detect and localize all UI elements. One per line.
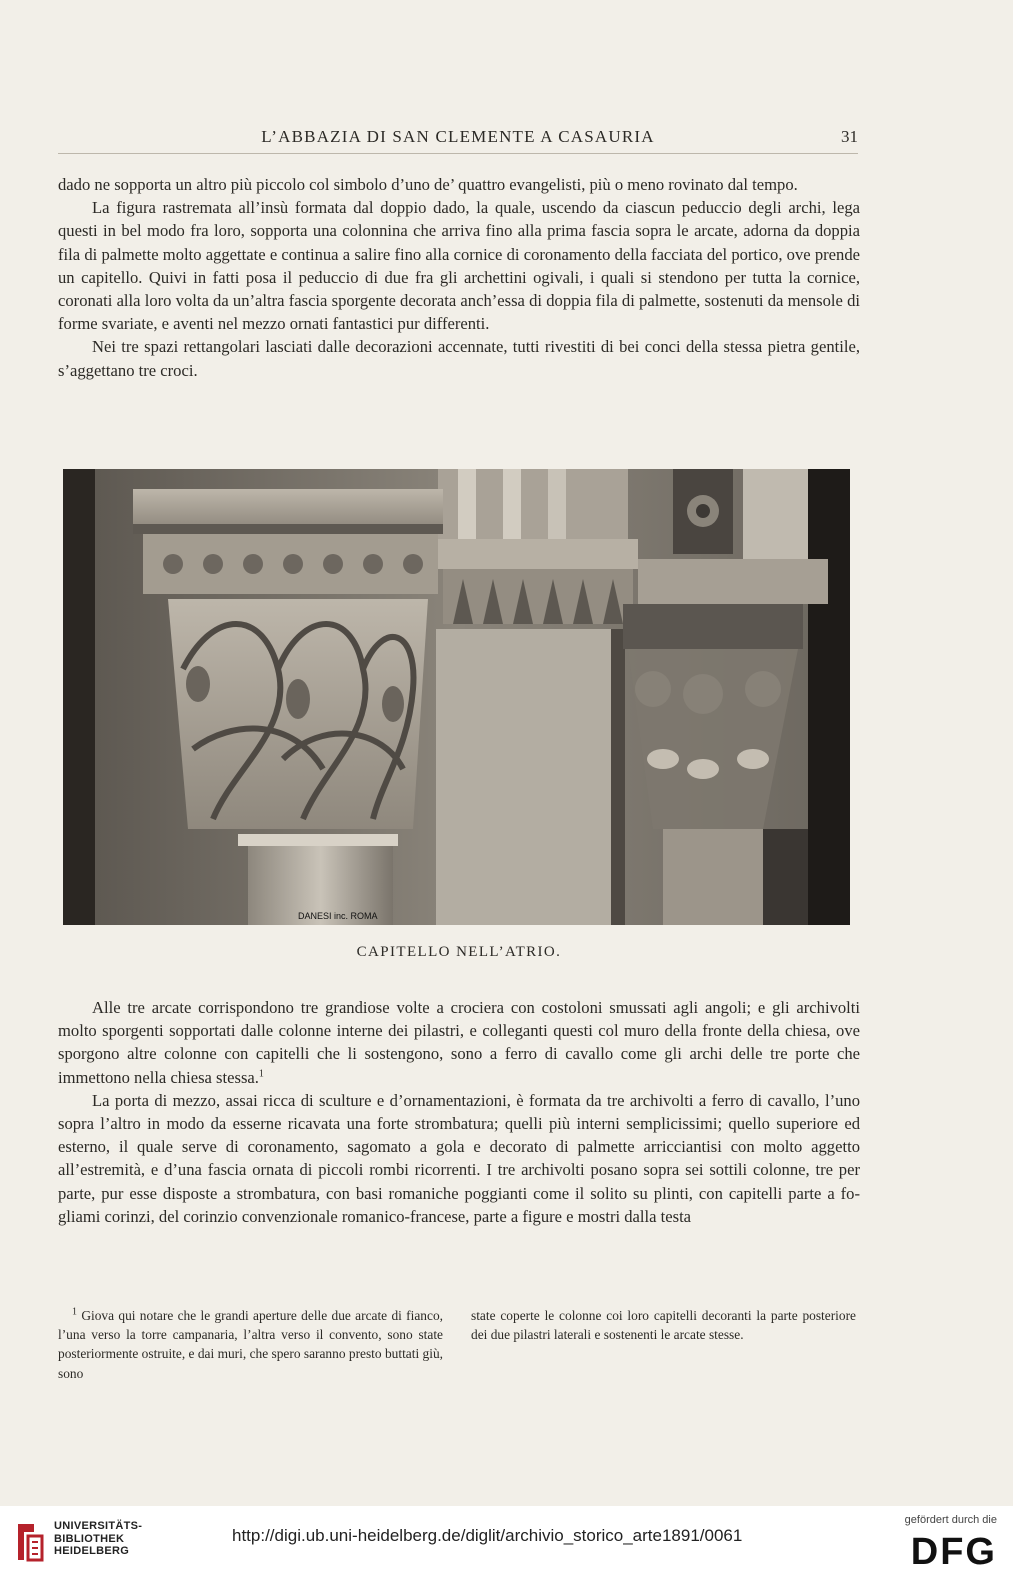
page-number: 31 xyxy=(841,127,858,146)
paragraph-text: Alle tre arcate corrispondono tre grandiose volte a crociera con costoloni smussati agli angoli; e gli archivolti molto sporgenti sopportati dalle colonne interne dei pilastri, e colleganti questi col muro della fronte della chiesa, ove sporgono altre colonne con capitelli che li sostengono, sono a ferro di cavallo come gli archi delle tre porte che immettono nella chiesa stessa. xyxy=(58,998,860,1087)
figure-caption: CAPITELLO NELL’ATRIO. xyxy=(356,944,562,960)
footnote-column-left xyxy=(58,1306,443,1383)
figure-photograph xyxy=(63,469,850,925)
running-head-title: L’ABBAZIA DI SAN CLEMENTE A CASAURIA xyxy=(261,127,655,146)
running-head xyxy=(58,127,858,154)
library-name xyxy=(54,1520,142,1558)
viewer-footer xyxy=(0,1506,1013,1591)
paragraph: dado ne sopporta un altro più piccolo col simbolo d’uno de’ quattro evangelisti, più o meno rovinato dal tempo. xyxy=(58,175,798,194)
library-name-line: HEIDELBERG xyxy=(54,1545,130,1557)
paragraph: Nei tre spazi rettangolari lasciati dalle decorazioni accennate, tutti rivestiti di bei conci della stessa pietra gentile, s’aggettano tre croci. xyxy=(58,337,860,380)
capital-photo-illustration xyxy=(63,469,850,925)
footnote-reference[interactable]: 1 xyxy=(258,1068,264,1080)
paragraph: La figura rastremata all’insù formata dal doppio dado, la quale, uscendo da ciascun peduccio degli archi, lega questi in bel modo fra loro, sopporta una colonnina che arriva fino alla prima fascia sopra le arcate, adorna da doppia fila di palmette molto aggettate e continua a salire fino alla cornice di coronamento della facciata del portico, ove prende un capitello. Quivi in fatti posa il peduccio di due fra gli archettini ogivali, i quali si stendono per tutta la cornice, coronati alla loro volta da un’altra fascia sporgente decorata anch’essa di doppia fila di palmette, sostenuti da mensole di forme svariate, e aventi nel mezzo ornati fantastici pur differenti. xyxy=(58,198,860,334)
footnote-text xyxy=(58,1306,443,1383)
library-logo-icon xyxy=(14,1520,46,1564)
footnote-column-right xyxy=(471,1306,856,1344)
dfg-logo: DFG xyxy=(910,1531,997,1573)
funding-note: gefördert durch die xyxy=(904,1514,997,1526)
library-name-line: UNIVERSITÄTS- xyxy=(54,1520,143,1532)
paragraph: La porta di mezzo, assai ricca di sculture e d’ornamentazioni, è formata da tre archivolti a ferro di cavallo, l’uno sopra l’altro in modo da esserne ricavata una forte strombatura; quelli più interni semplicissimi; quello superiore ed esterno, il quale serve di coronamento, sagomato a gola e decorato di palmette arricciantisi con molto aggetto all’estremità, e d’una fascia ornata di piccoli rombi ricorrenti. I tre archivolti posano sopra sei sottili colonne, tre per parte, pur esse disposte a strombatura, con basi romaniche poggianti come il solito su plinti, con capitelli parte a fogliami corinzi, del corinzio convenzionale romanico-francese, parte a figure e mostri dalla testa xyxy=(58,1090,860,1226)
body-text-bottom xyxy=(58,996,860,1228)
library-name-line: BIBLIOTHEK xyxy=(54,1532,125,1545)
permalink-url[interactable]: http://digi.ub.uni-heidelberg.de/diglit/archivio_storico_arte1891/0061 xyxy=(232,1526,743,1545)
footnote-marker: 1 xyxy=(72,1306,77,1318)
engraver-credit: DANESI inc. ROMA xyxy=(298,911,378,921)
footnote-left-text: Giova qui notare che le grandi aperture delle due arcate di fianco, l’una verso la torre campanaria, l’altra verso il convento, sono state posteriormente ostruite, e dai muri, che spero saranno presto buttati giù, sono xyxy=(58,1308,443,1381)
body-text-top xyxy=(58,173,860,382)
footnote-right-text: state coperte le colonne coi loro capitelli decoranti la parte posteriore dei due pilastri laterali e sostenenti le arcate stesse. xyxy=(471,1308,856,1343)
paragraph xyxy=(58,996,860,1089)
